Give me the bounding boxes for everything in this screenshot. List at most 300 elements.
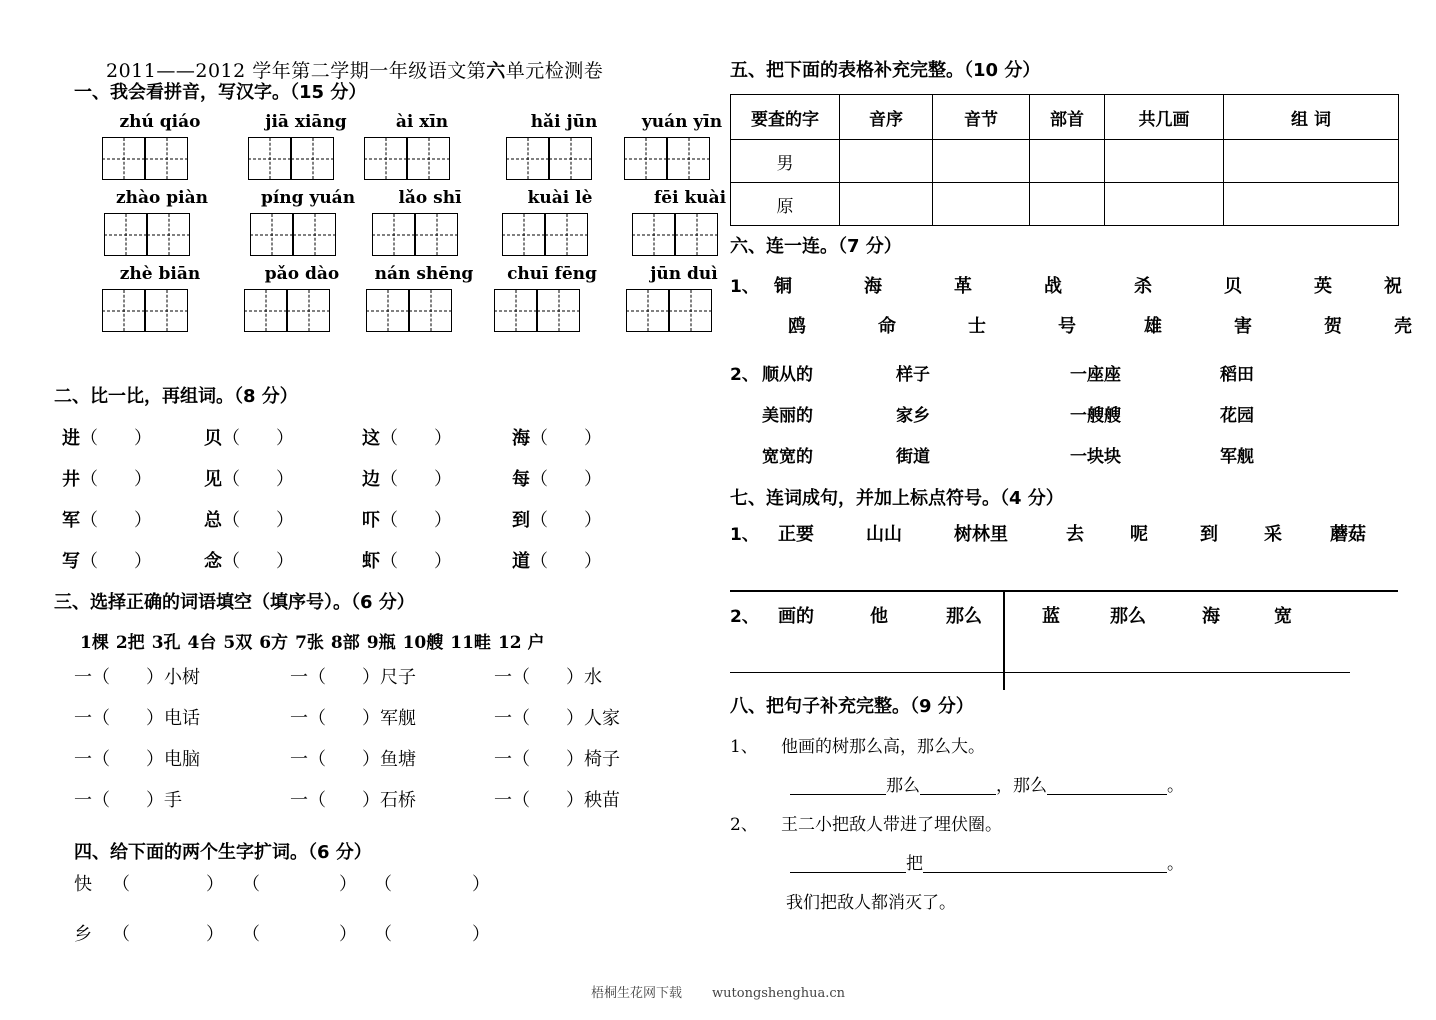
fill-cell: 一（ ）手 (74, 790, 182, 811)
compare-parens: （ ） (380, 428, 452, 449)
pinyin-label: nán shēng (374, 264, 474, 284)
compare-char: 边 (362, 469, 380, 490)
table-row (731, 183, 1399, 226)
sentence-number: 2、 (730, 815, 758, 835)
compare-char: 见 (204, 469, 222, 490)
compare-parens: （ ） (80, 469, 152, 490)
match-char[interactable]: 号 (1058, 316, 1076, 337)
match-quantifier-noun[interactable]: 军舰 (1220, 447, 1254, 467)
compare-char: 总 (204, 510, 222, 531)
compare-parens: （ ） (530, 428, 602, 449)
match-phrase-row (730, 442, 1398, 483)
answer-fixed-text: 那么 (886, 776, 920, 796)
compare-cell (362, 424, 452, 450)
match-char[interactable]: 命 (878, 316, 896, 337)
pinyin-cell (364, 110, 480, 180)
pinyin-label: pǎo dào (264, 264, 340, 284)
match-phrase-noun[interactable]: 家乡 (896, 406, 930, 426)
pinyin-cell (372, 186, 488, 256)
fill-row (44, 786, 744, 827)
expand-row (44, 920, 744, 964)
compare-parens: （ ） (530, 551, 602, 572)
fill-cell: 一（ ）小树 (74, 667, 200, 688)
tianzige-box (502, 213, 545, 256)
tianzige-box (372, 213, 415, 256)
answer-blank[interactable] (790, 774, 886, 795)
compare-cell (204, 424, 294, 450)
match-phrase-modifier[interactable]: 宽宽的 (762, 447, 813, 467)
answer-fixed-text: 。 (1167, 854, 1184, 874)
expand-paren-close: ） (206, 874, 224, 895)
table-cell-blank[interactable] (1105, 140, 1224, 183)
section-5-heading: 五、把下面的表格补充完整。（10 分） (730, 60, 1041, 81)
expand-paren-close: ） (472, 924, 490, 945)
tianzige-box (415, 213, 458, 256)
compare-cell (512, 506, 602, 532)
match-char[interactable]: 革 (954, 276, 972, 297)
compare-cell (204, 506, 294, 532)
footer-site: 梧桐生花网下载 (591, 986, 683, 1001)
tianzige-box (545, 213, 588, 256)
match-quantifier[interactable]: 一艘艘 (1070, 406, 1121, 426)
match-quantifier-noun[interactable]: 稻田 (1220, 365, 1254, 385)
section-8 (730, 692, 1398, 913)
tianzige-pair (104, 213, 220, 256)
expand-paren-open: （ (374, 924, 392, 945)
left-column (44, 0, 727, 1020)
section-1 (44, 78, 727, 332)
lookup-table (730, 94, 1399, 226)
match-phrase-modifier[interactable]: 顺从的 (762, 365, 813, 385)
fill-row (44, 704, 744, 745)
footer (0, 982, 1436, 1001)
tianzige-box (624, 137, 667, 180)
table-row (731, 140, 1399, 183)
answer-line[interactable] (730, 590, 1398, 592)
section-8-heading: 八、把句子补充完整。（9 分） (730, 696, 974, 717)
answer-fixed-text: ，那么 (996, 776, 1047, 796)
match-quantifier[interactable]: 一块块 (1070, 447, 1121, 467)
fill-cell: 一（ ）尺子 (290, 667, 416, 688)
compare-parens: （ ） (380, 551, 452, 572)
section-3-heading: 三、选择正确的词语填空（填序号）。（6 分） (54, 592, 415, 613)
fill-cell: 一（ ）人家 (494, 708, 620, 729)
table-cell-blank[interactable] (840, 140, 933, 183)
word-bank-item: 6方 (259, 633, 289, 653)
tianzige-box (248, 137, 291, 180)
word-bank-item: 5双 (223, 633, 253, 653)
compare-row (44, 547, 734, 588)
sentence-answer (730, 771, 1398, 796)
tianzige-pair (506, 137, 622, 180)
section-1-rows (44, 110, 727, 332)
tianzige-box (549, 137, 592, 180)
word-bank-item: 2把 (115, 633, 145, 653)
compare-cell (512, 424, 602, 450)
section-3-rows (44, 663, 744, 827)
compare-parens: （ ） (80, 510, 152, 531)
tianzige-pair (248, 137, 364, 180)
scramble-word[interactable]: 那么 (946, 606, 982, 627)
pinyin-label: lǎo shī (398, 188, 462, 208)
pinyin-cell (104, 186, 220, 256)
section-8-items (730, 732, 1398, 913)
compare-char: 念 (204, 551, 222, 572)
section-4-rows (44, 870, 744, 964)
match-phrase-noun[interactable]: 样子 (896, 365, 930, 385)
scramble-word[interactable]: 呢 (1130, 524, 1148, 545)
sentence-number: 1、 (730, 737, 758, 757)
tianzige-box (494, 289, 537, 332)
match-char[interactable]: 害 (1234, 316, 1252, 337)
page-title-suffix: 单元检测卷 (505, 60, 604, 82)
section-1-heading: 一、我会看拼音，写汉字。（15 分） (74, 82, 367, 103)
scramble-word[interactable]: 去 (1066, 524, 1084, 545)
section-7-items (730, 520, 1398, 673)
tianzige-box (102, 289, 145, 332)
answer-blank[interactable] (790, 852, 906, 873)
sentence-answer (730, 849, 1398, 874)
fill-cell: 一（ ）石桥 (290, 790, 416, 811)
compare-cell (512, 465, 602, 491)
fill-cell: 一（ ）秧苗 (494, 790, 620, 811)
word-bank-item: 7张 (295, 633, 324, 653)
compare-parens: （ ） (222, 469, 294, 490)
scramble-word[interactable]: 宽 (1274, 606, 1292, 627)
tianzige-box (407, 137, 450, 180)
match-phrase-row (730, 401, 1398, 442)
scramble-number: 2、 (730, 607, 759, 627)
word-bank-item: 8部 (330, 633, 360, 653)
match-char[interactable]: 贝 (1224, 276, 1242, 297)
tianzige-box (244, 289, 287, 332)
sentence-prompt (730, 732, 1398, 757)
pinyin-label: chuī fēng (507, 264, 597, 284)
compare-parens: （ ） (530, 469, 602, 490)
compare-cell (62, 506, 152, 532)
scramble-row (730, 602, 1398, 644)
fill-cell: 一（ ）椅子 (494, 749, 620, 770)
sentence-given: 他画的树那么高，那么大。 (764, 737, 985, 757)
table-header-cell: 音序 (840, 95, 933, 140)
section-4 (44, 838, 744, 964)
tianzige-box (667, 137, 710, 180)
table-cell-blank[interactable] (1105, 183, 1224, 226)
fill-cell: 一（ ）电话 (74, 708, 200, 729)
match-phrase-row (730, 360, 1398, 401)
table-header-cell: 要查的字 (731, 95, 840, 140)
match-char[interactable]: 海 (864, 276, 882, 297)
expand-paren-open: （ (242, 924, 260, 945)
match-quantifier-noun[interactable]: 花园 (1220, 406, 1254, 426)
section-2-heading: 二、比一比，再组词。（8 分） (54, 386, 298, 407)
table-header-cell: 组 词 (1224, 95, 1399, 140)
word-bank-item: 11畦 (450, 633, 491, 653)
tianzige-pair (372, 213, 488, 256)
scramble-word[interactable]: 蘑菇 (1330, 524, 1366, 545)
scramble-number: 1、 (730, 525, 759, 545)
tianzige-box (250, 213, 293, 256)
word-bank-item: 10艘 (402, 633, 444, 653)
fill-cell: 一（ ）军舰 (290, 708, 416, 729)
pinyin-cell (626, 262, 742, 332)
tianzige-pair (102, 289, 218, 332)
scramble-word[interactable]: 画的 (778, 606, 814, 627)
pinyin-cell (624, 110, 740, 180)
expand-paren-open: （ (374, 874, 392, 895)
match-char[interactable]: 英 (1314, 276, 1332, 297)
compare-cell (362, 506, 452, 532)
table-header-cell: 共几画 (1105, 95, 1224, 140)
match-group-characters (730, 272, 1412, 352)
table-cell-blank[interactable] (1030, 183, 1105, 226)
compare-parens: （ ） (380, 510, 452, 531)
compare-row (44, 424, 734, 465)
word-bank-item: 3孔 (151, 633, 181, 653)
tianzige-pair (250, 213, 366, 256)
expand-paren-close: ） (472, 874, 490, 895)
page-title-unit: 六 (486, 60, 506, 82)
compare-char: 吓 (362, 510, 380, 531)
tianzige-box (669, 289, 712, 332)
table-row-label: 男 (731, 140, 840, 183)
pinyin-label: ài xīn (395, 112, 449, 132)
compare-char: 道 (512, 551, 530, 572)
compare-cell (204, 465, 294, 491)
expand-paren-open: （ (112, 874, 130, 895)
tianzige-pair (364, 137, 480, 180)
pinyin-label: kuài lè (527, 188, 593, 208)
compare-cell (204, 547, 294, 573)
compare-parens: （ ） (80, 551, 152, 572)
sentence-tail: 我们把敌人都消灭了。 (786, 893, 956, 913)
compare-char: 到 (512, 510, 530, 531)
expand-paren-close: ） (206, 924, 224, 945)
compare-cell (362, 547, 452, 573)
compare-parens: （ ） (530, 510, 602, 531)
pinyin-cell (366, 262, 482, 332)
match-char[interactable]: 士 (968, 316, 986, 337)
tianzige-box (287, 289, 330, 332)
pinyin-cell (102, 262, 218, 332)
section-2 (44, 382, 734, 588)
sentence-prompt (730, 810, 1398, 835)
section-6 (730, 232, 1412, 483)
expand-row (44, 870, 744, 914)
word-bank-item: 4台 (187, 633, 217, 653)
match-char[interactable]: 铜 (774, 276, 792, 297)
pinyin-label: jiā xiāng (265, 112, 347, 132)
match-char[interactable]: 贺 (1324, 316, 1342, 337)
match-row-top (730, 272, 1402, 312)
compare-cell (512, 547, 602, 573)
section-2-rows (44, 424, 734, 588)
section-6-heading: 六、连一连。（7 分） (730, 236, 902, 257)
pinyin-label: yuán yīn (641, 112, 723, 132)
scramble-word[interactable]: 海 (1202, 606, 1220, 627)
tianzige-box (364, 137, 407, 180)
tianzige-box (104, 213, 147, 256)
compare-parens: （ ） (222, 510, 294, 531)
tianzige-box (145, 137, 188, 180)
match-quantifier[interactable]: 一座座 (1070, 365, 1121, 385)
scramble-row (730, 520, 1398, 562)
fill-row (44, 745, 744, 786)
fill-cell: 一（ ）水 (494, 667, 602, 688)
right-column (730, 0, 1412, 1020)
word-bank-item: 9瓶 (366, 633, 396, 653)
compare-char: 这 (362, 428, 380, 449)
compare-char: 海 (512, 428, 530, 449)
page-title (44, 0, 724, 83)
table-cell-blank[interactable] (1224, 140, 1399, 183)
section-3 (44, 588, 744, 827)
pinyin-cell (102, 110, 218, 180)
tianzige-pair (626, 289, 742, 332)
section-3-word-bank (44, 628, 744, 653)
pinyin-row (44, 110, 724, 180)
fill-row (44, 663, 744, 704)
scramble-word[interactable]: 正要 (778, 524, 814, 545)
answer-blank[interactable] (923, 852, 1167, 873)
expand-char: 快 (74, 874, 92, 895)
compare-char: 虾 (362, 551, 380, 572)
pinyin-cell (250, 186, 366, 256)
tianzige-box (626, 289, 669, 332)
tianzige-box (632, 213, 675, 256)
table-cell-blank[interactable] (933, 140, 1030, 183)
compare-parens: （ ） (222, 428, 294, 449)
expand-paren-close: ） (339, 924, 357, 945)
pinyin-cell (506, 110, 622, 180)
pinyin-cell (494, 262, 610, 332)
scramble-word[interactable]: 他 (870, 606, 888, 627)
answer-line[interactable] (730, 672, 1350, 673)
tianzige-box (147, 213, 190, 256)
tianzige-box (145, 289, 188, 332)
pinyin-cell (248, 110, 364, 180)
tianzige-box (366, 289, 409, 332)
table-header-cell: 音节 (933, 95, 1030, 140)
pinyin-label: hǎi jūn (530, 112, 598, 132)
compare-cell (62, 424, 152, 450)
scramble-word[interactable]: 蓝 (1042, 606, 1060, 627)
match-char[interactable]: 杀 (1134, 276, 1152, 297)
tianzige-pair (502, 213, 618, 256)
tianzige-box (537, 289, 580, 332)
compare-cell (62, 547, 152, 573)
match-group-number: 2、 (730, 365, 759, 385)
match-phrase-modifier[interactable]: 美丽的 (762, 406, 813, 426)
match-group-phrases (730, 360, 1398, 483)
pinyin-label: zhú qiáo (119, 112, 201, 132)
compare-char: 写 (62, 551, 80, 572)
word-bank-item: 12 户 (497, 633, 545, 653)
fill-cell: 一（ ）鱼塘 (290, 749, 416, 770)
expand-paren-close: ） (339, 874, 357, 895)
match-char[interactable]: 雄 (1144, 316, 1162, 337)
compare-row (44, 506, 734, 547)
pinyin-label: zhào piàn (115, 188, 208, 208)
tianzige-box (291, 137, 334, 180)
tianzige-pair (494, 289, 610, 332)
tianzige-box (102, 137, 145, 180)
answer-blank[interactable] (920, 774, 996, 795)
expand-char: 乡 (74, 924, 92, 945)
tianzige-pair (624, 137, 740, 180)
answer-fixed-text: 。 (1167, 776, 1184, 796)
word-bank-item: 1棵 (80, 633, 109, 653)
scramble-word[interactable]: 采 (1264, 524, 1282, 545)
tianzige-box (506, 137, 549, 180)
compare-parens: （ ） (80, 428, 152, 449)
match-group-number: 1、 (730, 277, 759, 297)
pinyin-label: píng yuán (260, 188, 356, 208)
table-cell-blank[interactable] (1224, 183, 1399, 226)
fill-cell: 一（ ）电脑 (74, 749, 200, 770)
compare-parens: （ ） (222, 551, 294, 572)
scramble-word[interactable]: 山山 (866, 524, 902, 545)
tianzige-box (409, 289, 452, 332)
pinyin-label: jūn duì (650, 264, 718, 284)
table-cell-blank[interactable] (1030, 140, 1105, 183)
scramble-word[interactable]: 到 (1200, 524, 1218, 545)
answer-fixed-text: 把 (906, 854, 923, 874)
section-5 (730, 56, 1390, 226)
answer-blank[interactable] (1047, 774, 1167, 795)
pinyin-cell (244, 262, 360, 332)
compare-char: 贝 (204, 428, 222, 449)
tianzige-pair (244, 289, 360, 332)
compare-char: 军 (62, 510, 80, 531)
expand-paren-open: （ (242, 874, 260, 895)
pinyin-label: fēi kuài (653, 188, 727, 208)
expand-paren-open: （ (112, 924, 130, 945)
compare-char: 进 (62, 428, 80, 449)
pinyin-label: zhè biān (119, 264, 201, 284)
match-char[interactable]: 壳 (1394, 316, 1412, 337)
match-char[interactable]: 鸥 (788, 316, 806, 337)
tianzige-box (675, 213, 718, 256)
pinyin-cell (502, 186, 618, 256)
page-title-prefix: 2011——2012 学年第二学期一年级语文第 (106, 60, 487, 82)
match-row-bottom (730, 312, 1412, 352)
match-char[interactable]: 战 (1044, 276, 1062, 297)
compare-parens: （ ） (380, 469, 452, 490)
section-4-heading: 四、给下面的两个生字扩词。（6 分） (74, 842, 372, 863)
table-header-row (731, 95, 1399, 140)
compare-row (44, 465, 734, 506)
match-phrase-noun[interactable]: 街道 (896, 447, 930, 467)
match-char[interactable]: 祝 (1384, 276, 1402, 297)
tianzige-box (293, 213, 336, 256)
tianzige-pair (102, 137, 218, 180)
footer-url: wutongshenghua.cn (712, 986, 845, 1001)
scramble-word[interactable]: 树林里 (954, 524, 1008, 545)
table-header-cell: 部首 (1030, 95, 1105, 140)
compare-char: 每 (512, 469, 530, 490)
table-cell-blank[interactable] (840, 183, 933, 226)
table-row-label: 原 (731, 183, 840, 226)
pinyin-row (44, 262, 724, 332)
section-7 (730, 484, 1398, 673)
pinyin-row (44, 186, 727, 256)
sentence-given: 王二小把敌人带进了埋伏圈。 (764, 815, 1002, 835)
table-cell-blank[interactable] (933, 183, 1030, 226)
tianzige-pair (366, 289, 482, 332)
scramble-word[interactable]: 那么 (1110, 606, 1146, 627)
compare-cell (62, 465, 152, 491)
